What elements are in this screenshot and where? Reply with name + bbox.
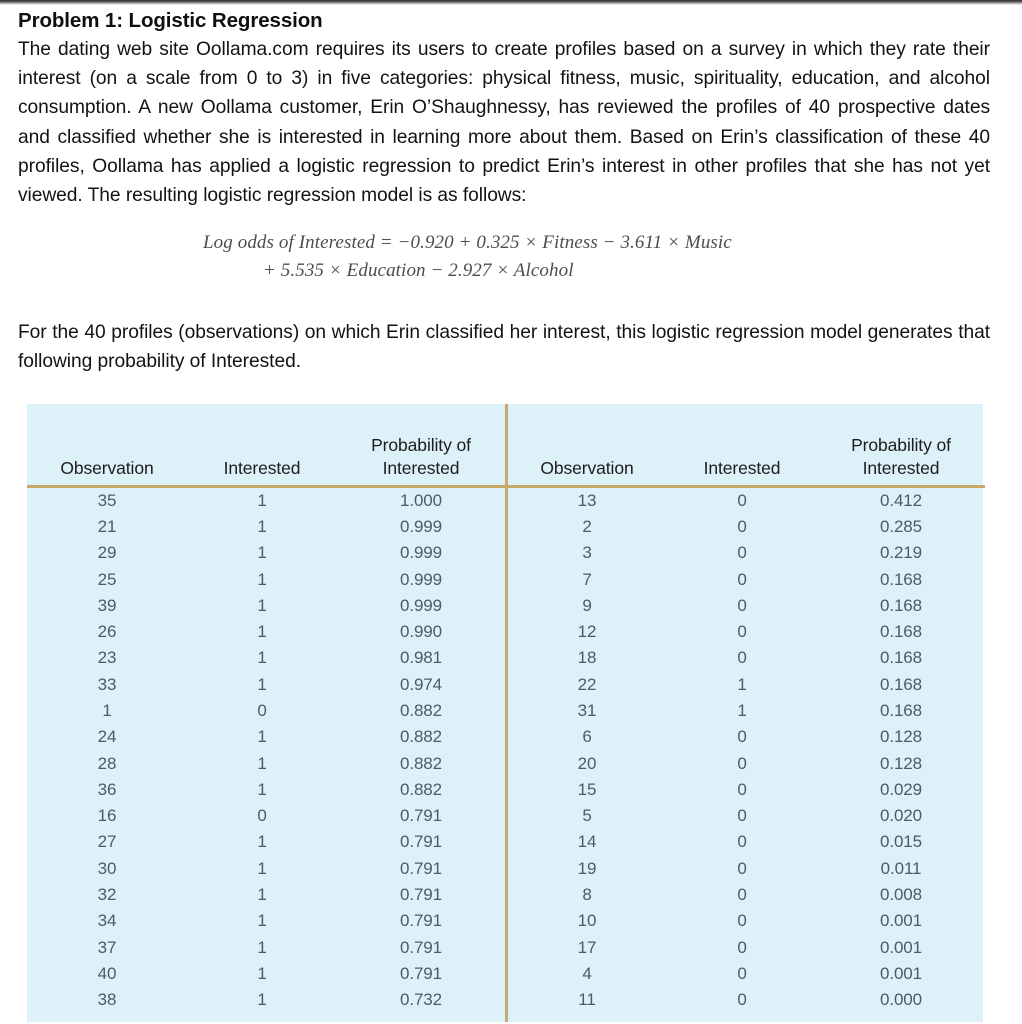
cell-interested-left: 0 xyxy=(257,701,267,720)
cell-probability-left: 0.791 xyxy=(399,963,443,983)
cell-probability-right: 0.168 xyxy=(879,701,923,720)
cell-interested-left: 1 xyxy=(257,648,267,668)
column-header-observation-left: Observation xyxy=(27,434,187,487)
header-spacer-cell xyxy=(507,404,667,434)
cell-observation-left: 30 xyxy=(97,858,117,878)
cell-observation-left: 26 xyxy=(97,622,117,642)
cell-probability-left: 0.791 xyxy=(399,911,443,931)
cell-interested-right: 0 xyxy=(737,727,747,747)
cell-observation-left: 23 xyxy=(97,648,117,668)
cell-observation-left: 25 xyxy=(97,569,117,589)
cell-interested-left: 1 xyxy=(257,990,267,1010)
cell-probability-right: 0.000 xyxy=(879,990,923,1010)
cell-observation-right: 17 xyxy=(577,937,597,957)
cell-interested-right: 0 xyxy=(737,543,747,563)
cell-observation-left: 1 xyxy=(102,701,112,720)
cell-probability-right: 0.008 xyxy=(879,885,923,905)
cell-probability-right: 0.219 xyxy=(879,543,923,563)
cell-interested-left: 1 xyxy=(257,911,267,931)
cell-probability-right: 0.011 xyxy=(880,858,922,878)
cell-observation-right: 14 xyxy=(577,832,597,852)
cell-probability-right: 0.168 xyxy=(879,674,923,694)
cell-interested-left: 1 xyxy=(257,674,267,694)
cell-interested-right: 0 xyxy=(737,622,747,642)
cell-observation-right: 12 xyxy=(577,622,597,642)
cell-interested-right: 0 xyxy=(737,595,747,615)
cell-probability-right: 0.015 xyxy=(879,832,923,852)
cell-observation-right: 5 xyxy=(582,806,592,826)
equation-line-1: Log odds of Interested = −0.920 + 0.325 × Fitness − 3.611 × Music xyxy=(203,232,732,254)
cell-observation-right: 15 xyxy=(577,779,597,799)
cell-interested-left: 1 xyxy=(257,937,267,957)
cell-observation-left: 33 xyxy=(97,674,117,694)
cell-interested-right: 0 xyxy=(737,779,747,799)
probability-header-line-1: Probability of xyxy=(851,434,951,455)
document-page xyxy=(0,5,1022,1022)
cell-interested-left: 1 xyxy=(257,779,267,799)
cell-probability-right: 0.168 xyxy=(879,595,923,615)
cell-probability-right: 0.128 xyxy=(879,753,923,773)
cell-observation-right: 4 xyxy=(582,963,592,983)
cell-interested-left: 1 xyxy=(257,727,267,747)
cell-probability-right: 0.168 xyxy=(879,622,923,642)
cell-probability-left: 0.999 xyxy=(399,516,443,536)
column-header-interested-left: Interested xyxy=(187,434,337,487)
cell-interested-right: 0 xyxy=(737,911,747,931)
cell-probability-left: 1.000 xyxy=(399,490,443,510)
cell-observation-right: 2 xyxy=(582,516,592,536)
cell-observation-left: 32 xyxy=(97,885,117,905)
cell-interested-left: 1 xyxy=(257,595,267,615)
cell-observation-left: 27 xyxy=(97,832,117,852)
header-spacer-cell xyxy=(337,404,505,434)
column-header-probability-right xyxy=(817,434,985,487)
cell-observation-right: 20 xyxy=(577,753,597,773)
cell-probability-left: 0.882 xyxy=(399,727,443,747)
probability-header-line-2: Interested xyxy=(862,457,940,478)
cell-interested-left: 1 xyxy=(257,963,267,983)
header-spacer-cell xyxy=(187,404,337,434)
cell-interested-right: 0 xyxy=(737,516,747,536)
cell-interested-right: 0 xyxy=(737,858,747,878)
probability-header-line-2: Interested xyxy=(382,457,460,478)
equation-line-2: + 5.535 × Education − 2.927 × Alcohol xyxy=(263,260,574,282)
cell-observation-left: 34 xyxy=(97,911,117,931)
cell-probability-left: 0.732 xyxy=(399,990,443,1010)
cell-interested-right: 0 xyxy=(737,937,747,957)
cell-interested-right: 0 xyxy=(737,963,747,983)
cell-probability-left: 0.999 xyxy=(399,543,443,563)
cell-probability-left: 0.981 xyxy=(399,648,443,668)
cell-observation-right: 3 xyxy=(582,543,592,563)
cell-observation-right: 8 xyxy=(582,885,592,905)
cell-probability-right: 0.168 xyxy=(879,648,923,668)
cell-observation-left: 37 xyxy=(97,937,117,957)
intro-paragraph: The dating web site Oollama.com requires its users to create profiles based on a survey in which they rate their interest (on a scale from 0 to 3) in five categories: physical fitness, music, spirituality, education, and alcohol consumption. A new Oollama customer, Erin O’Shaughnessy, has reviewed the profiles of 40 prospective dates and classified whether she is interested in learning more about them. Based on Erin’s classification of these 40 profiles, Oollama has applied a logistic regression to predict Erin’s interest in other profiles that she has not yet viewed. The resulting logistic regression model is as follows: xyxy=(18,39,990,207)
cell-interested-right: 0 xyxy=(737,885,747,905)
cell-probability-right: 0.020 xyxy=(879,806,923,826)
cell-observation-left: 16 xyxy=(97,806,117,826)
cell-observation-right: 10 xyxy=(577,911,597,931)
cell-interested-right: 0 xyxy=(737,806,747,826)
table-vertical-divider xyxy=(505,404,508,1022)
regression-equation xyxy=(18,232,990,282)
header-spacer-cell xyxy=(817,404,985,434)
cell-observation-right: 7 xyxy=(582,569,592,589)
cell-interested-right: 0 xyxy=(737,490,747,510)
followup-paragraph: For the 40 profiles (observations) on which Erin classified her interest, this logistic regression model generates that following probability of Interested. xyxy=(18,322,990,373)
cell-observation-left: 39 xyxy=(97,595,117,615)
cell-probability-right: 0.001 xyxy=(879,963,923,983)
cell-interested-right: 0 xyxy=(737,648,747,668)
cell-observation-left: 38 xyxy=(97,990,117,1010)
cell-probability-right: 0.001 xyxy=(879,911,923,931)
cell-observation-right: 19 xyxy=(577,858,597,878)
cell-probability-left: 0.999 xyxy=(399,595,443,615)
cell-interested-right: 0 xyxy=(737,832,747,852)
column-header-interested-right: Interested xyxy=(667,434,817,487)
cell-probability-left: 0.791 xyxy=(399,858,443,878)
cell-interested-right: 1 xyxy=(737,674,747,694)
cell-observation-left: 24 xyxy=(97,727,117,747)
cell-interested-left: 1 xyxy=(257,622,267,642)
cell-interested-right: 0 xyxy=(737,753,747,773)
cell-probability-right: 0.412 xyxy=(879,490,923,510)
cell-interested-right: 0 xyxy=(737,990,747,1010)
cell-observation-left: 28 xyxy=(97,753,117,773)
cell-probability-left: 0.974 xyxy=(399,674,443,694)
column-header-observation-right: Observation xyxy=(507,434,667,487)
cell-probability-left: 0.791 xyxy=(399,937,443,957)
cell-interested-right: 1 xyxy=(737,701,747,720)
cell-probability-left: 0.791 xyxy=(399,885,443,905)
cell-probability-right: 0.285 xyxy=(879,516,923,536)
cell-probability-right: 0.001 xyxy=(879,937,923,957)
cell-interested-left: 1 xyxy=(257,753,267,773)
cell-observation-right: 9 xyxy=(582,595,592,615)
cell-observation-left: 21 xyxy=(97,516,117,536)
header-spacer-cell xyxy=(27,404,187,434)
cell-probability-left: 0.990 xyxy=(399,622,443,642)
probability-table-container xyxy=(27,404,983,1022)
cell-observation-left: 29 xyxy=(97,543,117,563)
document-content xyxy=(0,9,1022,377)
cell-probability-left: 0.999 xyxy=(399,569,443,589)
cell-observation-right: 13 xyxy=(577,490,597,510)
cell-observation-left: 40 xyxy=(97,963,117,983)
probability-header-line-1: Probability of xyxy=(371,434,471,455)
cell-observation-right: 22 xyxy=(577,674,597,694)
cell-observation-left: 35 xyxy=(97,490,117,510)
cell-probability-left: 0.791 xyxy=(399,832,443,852)
cell-interested-left: 1 xyxy=(257,569,267,589)
cell-interested-left: 1 xyxy=(257,885,267,905)
cell-probability-left: 0.882 xyxy=(399,753,443,773)
cell-interested-left: 0 xyxy=(257,806,267,826)
cell-interested-left: 1 xyxy=(257,516,267,536)
cell-probability-right: 0.128 xyxy=(879,727,923,747)
cell-interested-right: 0 xyxy=(737,569,747,589)
cell-observation-right: 6 xyxy=(582,727,592,747)
page-title: Problem 1: Logistic Regression xyxy=(18,9,323,32)
cell-observation-left: 36 xyxy=(97,779,117,799)
cell-probability-right: 0.029 xyxy=(879,779,923,799)
cell-probability-left: 0.882 xyxy=(399,701,443,720)
cell-interested-left: 1 xyxy=(257,490,267,510)
cell-observation-right: 18 xyxy=(577,648,597,668)
cell-observation-right: 31 xyxy=(577,701,597,720)
cell-interested-left: 1 xyxy=(257,832,267,852)
cell-interested-left: 1 xyxy=(257,543,267,563)
cell-observation-right: 11 xyxy=(578,990,596,1010)
cell-probability-right: 0.168 xyxy=(879,569,923,589)
header-spacer-cell xyxy=(667,404,817,434)
cell-interested-left: 1 xyxy=(257,858,267,878)
cell-probability-left: 0.791 xyxy=(399,806,443,826)
cell-probability-left: 0.882 xyxy=(399,779,443,799)
column-header-probability-left xyxy=(337,434,505,487)
